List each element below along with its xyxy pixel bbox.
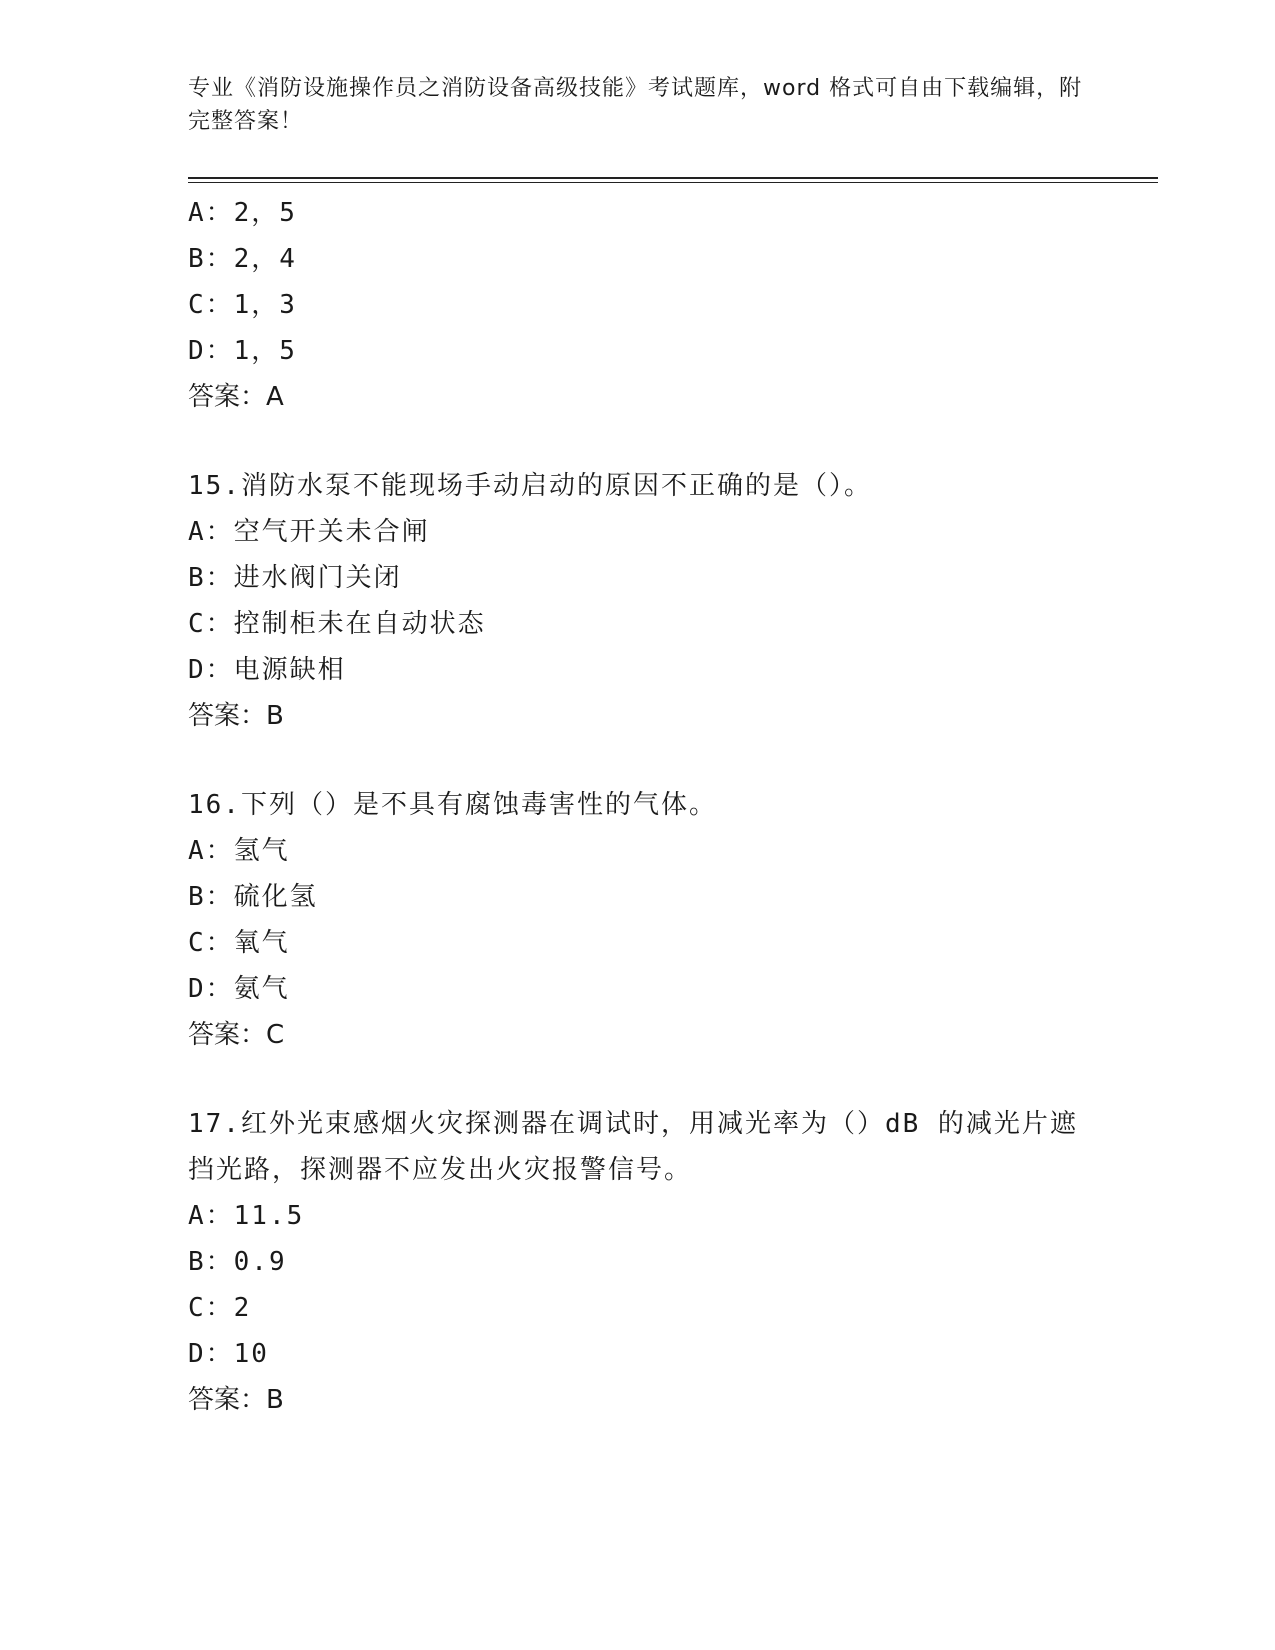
option-a: A：氢气 (188, 836, 290, 866)
question-block-17 (188, 1101, 1088, 1423)
option-c: C：氧气 (188, 928, 290, 958)
header-divider-thin (188, 182, 1158, 183)
answer-line: 答案：A (188, 382, 284, 412)
answer-line: 答案：B (188, 701, 284, 731)
spacer (188, 1058, 1088, 1101)
answer-line: 答案：C (188, 1020, 285, 1050)
document-header: 专业《消防设施操作员之消防设备高级技能》考试题库，word 格式可自由下载编辑，附完整答案！ (188, 76, 1083, 134)
option-b: B：2，4 (188, 244, 297, 274)
option-b: B：进水阀门关闭 (188, 563, 402, 593)
question-block-16 (188, 782, 1088, 1058)
option-a: A：11.5 (188, 1201, 305, 1231)
option-b: B：硫化氢 (188, 882, 318, 912)
header-divider-thick (188, 177, 1158, 179)
option-d: D：1，5 (188, 336, 297, 366)
option-d: D：电源缺相 (188, 655, 346, 685)
option-c: C：2 (188, 1293, 252, 1323)
question-stem: 15.消防水泵不能现场手动启动的原因不正确的是（）。 (188, 471, 872, 501)
question-block-15 (188, 463, 1088, 739)
answer-line: 答案：B (188, 1385, 284, 1415)
option-b: B：0.9 (188, 1247, 287, 1277)
spacer (188, 739, 1088, 782)
question-block-14 (188, 190, 1088, 420)
question-list (188, 190, 1088, 1423)
option-a: A：2，5 (188, 198, 297, 228)
question-stem: 17.红外光束感烟火灾探测器在调试时，用减光率为（）dB 的减光片遮挡光路，探测器不应发出火灾报警信号。 (188, 1109, 1078, 1185)
option-d: D：氨气 (188, 974, 290, 1004)
question-stem: 16.下列（）是不具有腐蚀毒害性的气体。 (188, 790, 717, 820)
option-a: A：空气开关未合闸 (188, 517, 430, 547)
option-d: D：10 (188, 1339, 269, 1369)
spacer (188, 420, 1088, 463)
option-c: C：控制柜未在自动状态 (188, 609, 486, 639)
option-c: C：1，3 (188, 290, 297, 320)
